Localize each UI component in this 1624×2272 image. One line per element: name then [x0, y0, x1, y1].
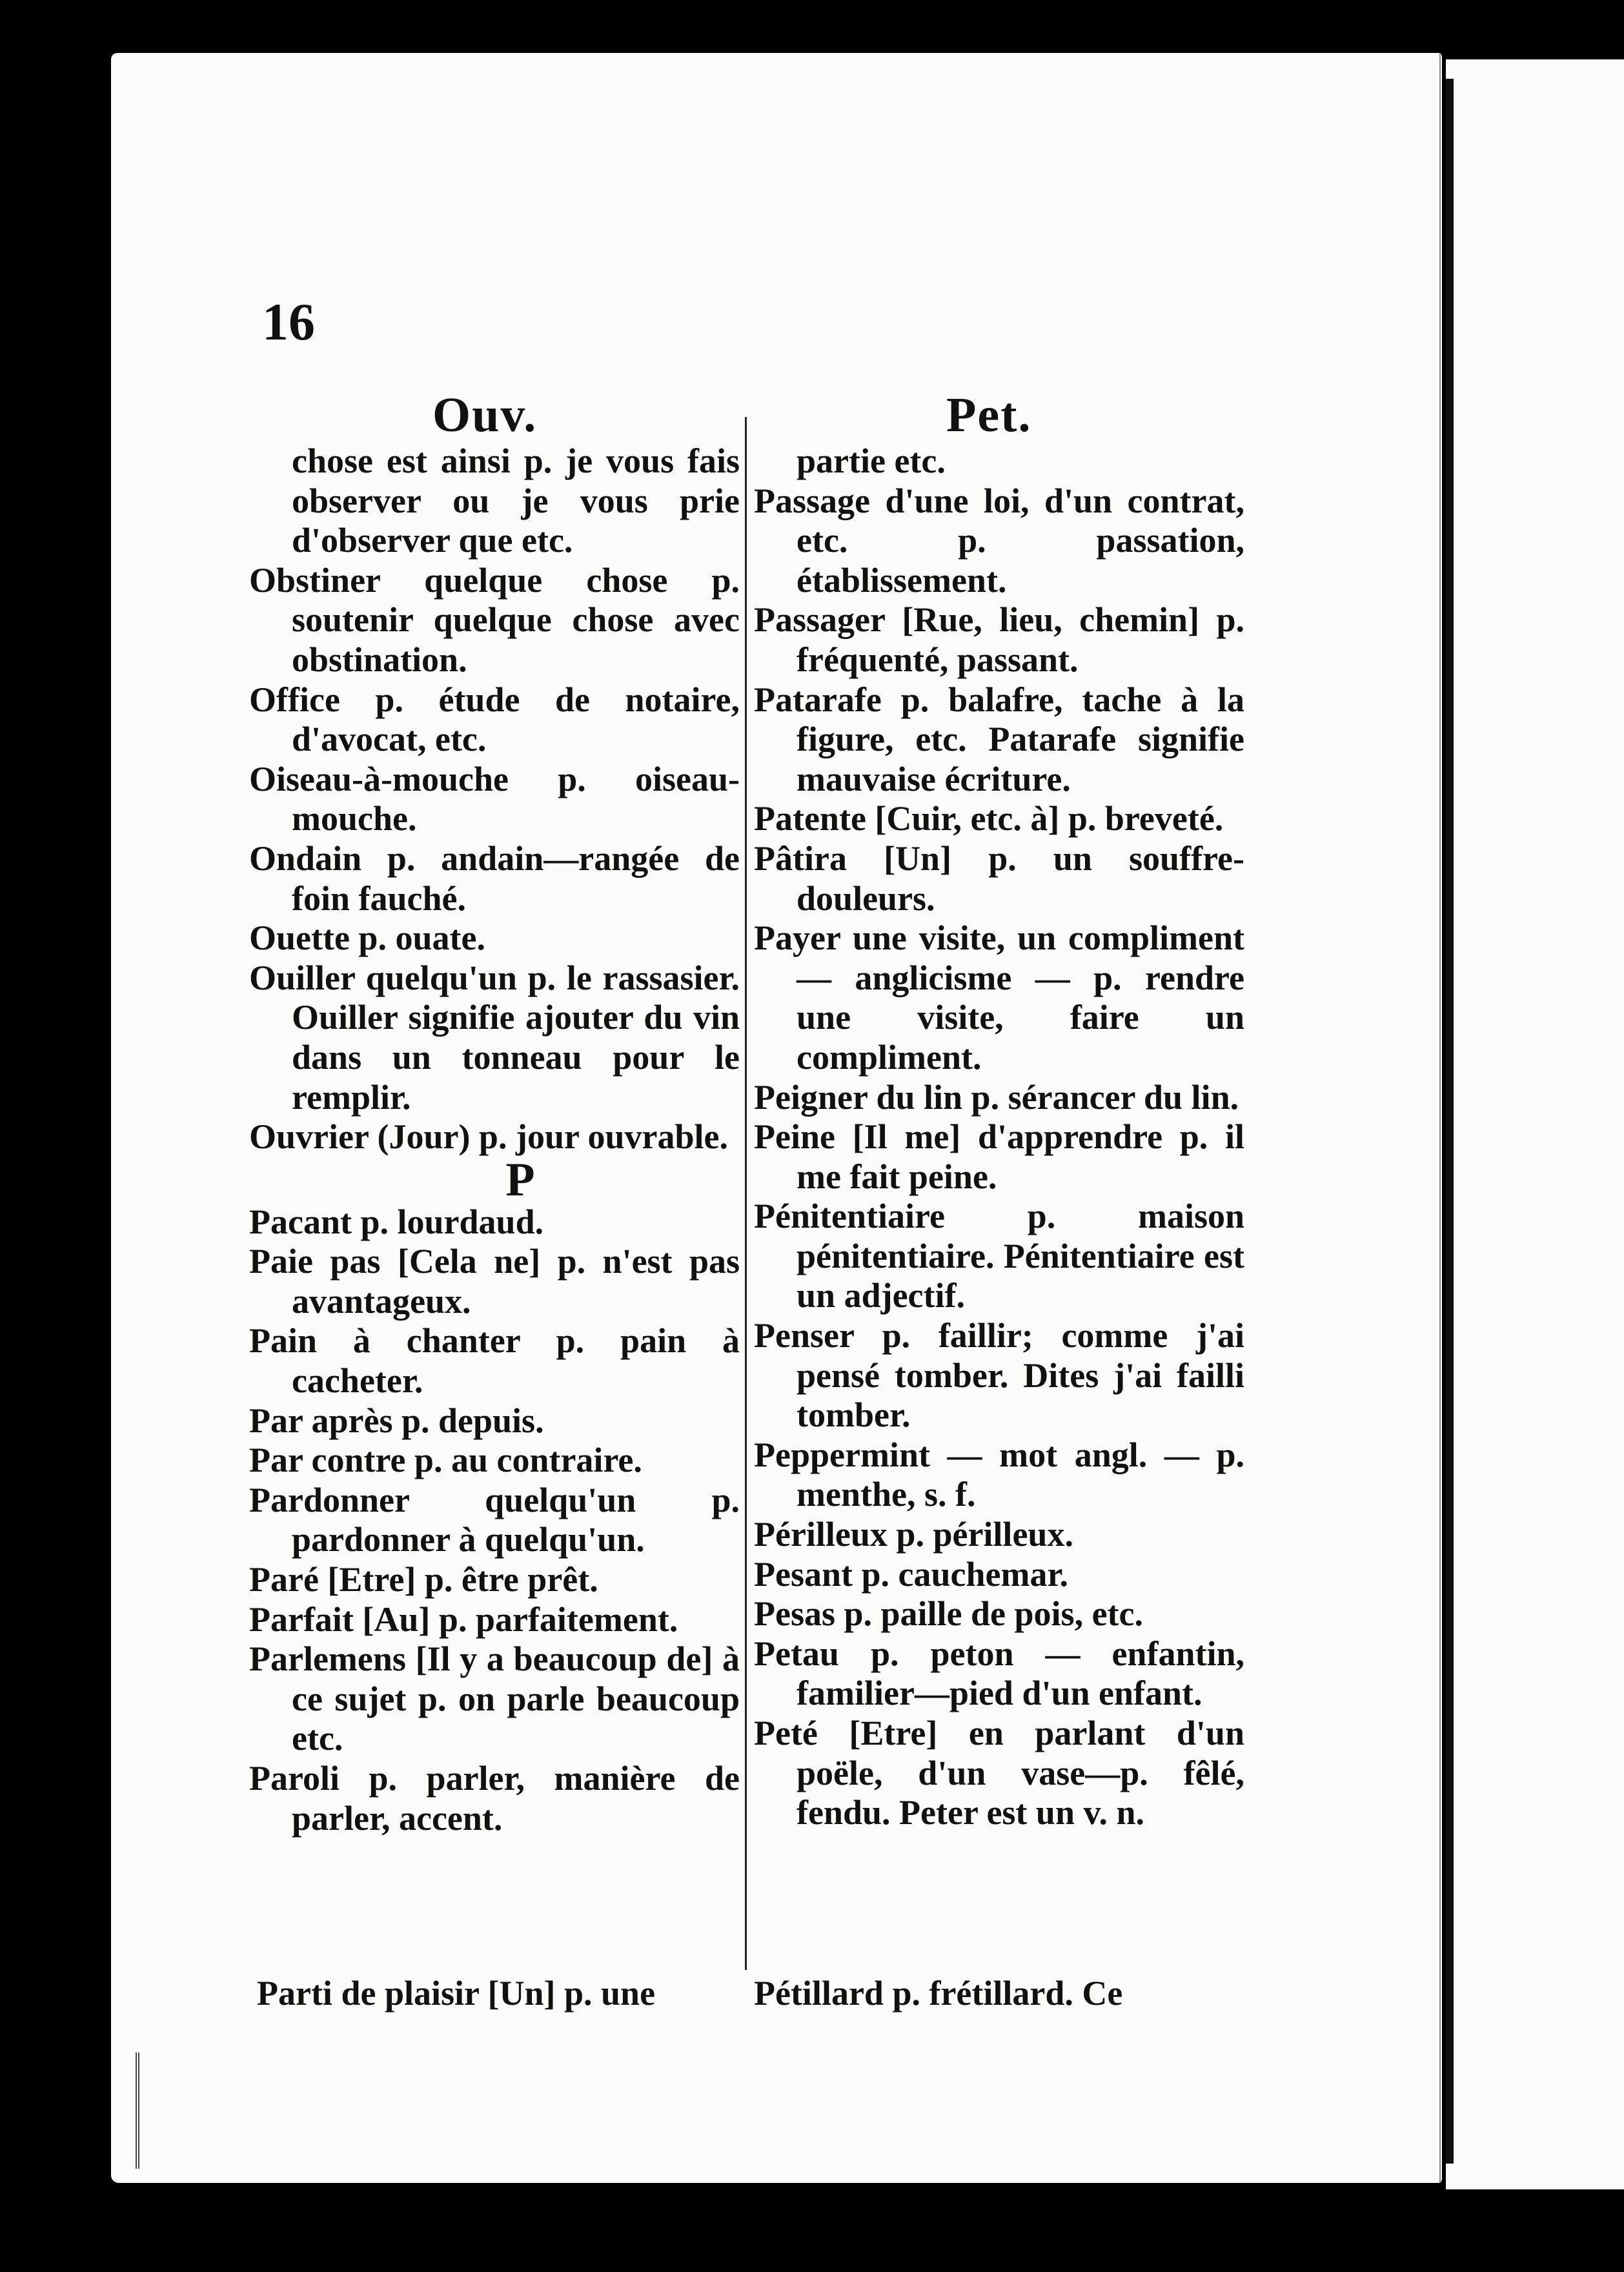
dictionary-entry: Paré [Etre] p. être prêt.: [249, 1560, 598, 1599]
section-letter: P: [505, 1153, 535, 1206]
dictionary-entry: Parlemens [Il y a beaucoup de] à ce sujet p. on parle beaucoup etc.: [249, 1639, 740, 1758]
binding-marks: [136, 2053, 165, 2169]
dictionary-entry: Petau p. peton — enfantin, familier—pied d'un enfant.: [754, 1634, 1244, 1713]
dictionary-entry: Peine [Il me] d'apprendre p. il me fait peine.: [754, 1117, 1244, 1196]
dictionary-entry: Pâtira [Un] p. un souffre-douleurs.: [754, 838, 1244, 918]
dictionary-entry: Oiseau-à-mouche p. oiseau-mouche.: [249, 759, 740, 838]
dictionary-entry: Obstiner quelque chose p. soutenir quelque chose avec obstination.: [249, 560, 740, 679]
dictionary-entry: Payer une visite, un compliment — anglicisme — p. rendre une visite, faire un compliment.: [754, 918, 1244, 1077]
dictionary-entry: Périlleux p. périlleux.: [754, 1515, 1073, 1554]
right-column: [754, 441, 1244, 1833]
dictionary-entry: Par contre p. au contraire.: [249, 1441, 642, 1480]
dictionary-entry: Pain à chanter p. pain à cacheter.: [249, 1321, 740, 1401]
dictionary-entry: Ondain p. andain—rangée de foin fauché.: [249, 838, 740, 918]
column-divider: [745, 417, 747, 1970]
dictionary-entry: Ouiller quelqu'un p. le rassasier. Ouiller signifie ajouter du vin dans un tonneau pour le remplir.: [249, 958, 740, 1117]
dictionary-entry: Passager [Rue, lieu, chemin] p. fréquenté, passant.: [754, 600, 1244, 679]
dictionary-entry: Pesas p. paille de pois, etc.: [754, 1594, 1143, 1634]
bottom-line-right: Pétillard p. frétillard. Ce: [754, 1974, 1123, 2013]
dictionary-entry: Pénitentiaire p. maison pénitentiaire. Pénitentiaire est un adjectif.: [754, 1197, 1244, 1315]
dictionary-entry: Paie pas [Cela ne] p. n'est pas avantageux.: [249, 1242, 740, 1321]
dictionary-entry: Peppermint — mot angl. — p. menthe, s. f.: [754, 1435, 1244, 1514]
facing-page-rule: [1446, 79, 1454, 2164]
dictionary-entry: Patarafe p. balafre, tache à la figure, etc. Patarafe signifie mauvaise écriture.: [754, 680, 1244, 798]
dictionary-entry: Patente [Cuir, etc. à] p. breveté.: [754, 799, 1224, 838]
page-edge: [1439, 53, 1441, 2183]
dictionary-entry: Ouette p. ouate.: [249, 918, 485, 958]
left-column-heading: Ouv.: [432, 388, 538, 442]
dictionary-entry: Penser p. faillir; comme j'ai pensé tomber. Dites j'ai failli tomber.: [754, 1316, 1244, 1435]
dictionary-entry: Peigner du lin p. sérancer du lin.: [754, 1077, 1239, 1117]
dictionary-entry: Par après p. depuis.: [249, 1401, 544, 1440]
dictionary-entry: Pesant p. cauchemar.: [754, 1554, 1068, 1594]
dictionary-entry: Passage d'une loi, d'un contrat, etc. p. passation, établissement.: [754, 481, 1244, 600]
dictionary-entry: chose est ainsi p. je vous fais observer ou je vous prie d'observer que etc.: [292, 441, 740, 560]
facing-page-edge: [1446, 59, 1624, 2189]
dictionary-entry: Paroli p. parler, manière de parler, accent.: [249, 1759, 740, 1838]
dictionary-entry: Ouvrier (Jour) p. jour ouvrable.: [249, 1117, 728, 1157]
dictionary-entry: Peté [Etre] en parlant d'un poële, d'un vase—p. fêlé, fendu. Peter est un v. n.: [754, 1714, 1244, 1832]
dictionary-entry: partie etc.: [797, 441, 946, 480]
dictionary-entry: Office p. étude de notaire, d'avocat, etc.: [249, 680, 740, 759]
bottom-line-left: Parti de plaisir [Un] p. une: [257, 1974, 656, 2013]
dictionary-entry: Pacant p. lourdaud.: [249, 1202, 544, 1241]
right-column-heading: Pet.: [946, 388, 1032, 442]
left-column: [249, 441, 740, 1838]
dictionary-entry: Parfait [Au] p. parfaitement.: [249, 1599, 678, 1639]
dictionary-entry: Pardonner quelqu'un p. pardonner à quelqu'un.: [249, 1480, 740, 1559]
page-number: 16: [262, 292, 315, 351]
